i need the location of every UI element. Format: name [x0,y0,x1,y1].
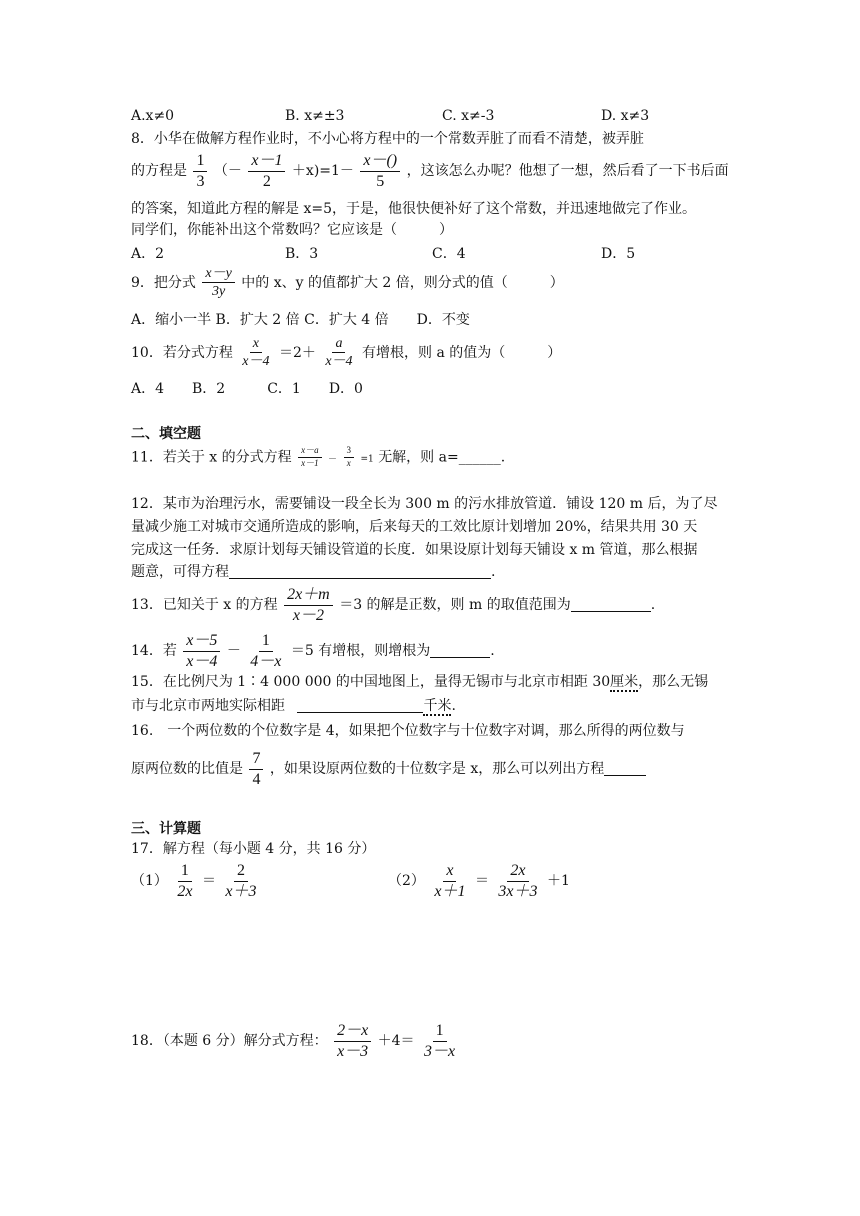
q12-answer-blank[interactable] [229,564,491,579]
q17-part1: （1） $\frac{1}{2x}$ ＝ $\frac{2}{x+3}$ [131,862,262,900]
q11-question: 11．若关于 x 的分式方程 $\frac{x-a}{x-1}$ － $\frac{3}{x}$ =1 无解，则 a=______. [131,445,506,468]
q10-options: A．4 B．2 C．1 D．0 [131,381,363,397]
q16-fraction: $\frac{7}{4}$ [249,750,263,788]
q8-line3: 的答案，知道此方程的解是 x=5，于是，他很快便补好了这个常数，并迅速地做完了作业。 [131,201,696,217]
q18-fraction-1: $\frac{2-x}{x-3}$ [334,1022,371,1060]
q13-question: 13．已知关于 x 的方程 $\frac{2x+m}{x-2}$ ＝3 的解是正数，则 m 的取值范围为 . [131,586,656,624]
q13-answer-blank[interactable] [571,597,651,612]
q10-question: 10．若分式方程 $\frac{x}{x-4}$ ＝2＋ $\frac{a}{x-4}$ 有增根，则 a 的值为（ ） [131,336,562,370]
q12-line3: 完成这一任务．求原计划每天铺设管道的长度．如果设原计划每天铺设 x m 管道，那么根据 [131,542,698,558]
q17-title: 17．解方程（每小题 4 分，共 16 分） [131,841,376,857]
q8-fraction-2: $\frac{x-1}{2}$ [248,152,285,190]
q17-p2-fraction-2: $\frac{2x}{3x+3}$ [498,862,538,900]
q16-answer-blank[interactable] [604,761,646,776]
q18-fraction-2: $\frac{1}{3-x}$ [424,1022,456,1060]
section-heading-fill-in: 二、填空题 [131,426,201,442]
q8-line1: 8．小华在做解方程作业时，不小心将方程中的一个常数弄脏了而看不清楚，被弄脏 [131,131,644,147]
q14-answer-blank[interactable] [430,643,490,658]
q14-question: 14．若 $\frac{x-5}{x-4}$ － $\frac{1}{4-x}$ ＝5 有增根，则增根为 . [131,632,495,670]
q15-line2: 市与北京市两地实际相距 千米. [131,698,456,714]
q16-line2: 原两位数的比值是 $\frac{7}{4}$ ，如果设原两位数的十位数字是 x，那么可以列出方程 [131,750,646,788]
q10-fraction-2: $\frac{a}{x-4}$ [325,336,353,370]
q17-part2: （2） $\frac{x}{x+1}$ ＝ $\frac{2x}{3x+3}$ ＋1 [388,862,570,900]
q18-question: 18．（本题 6 分）解分式方程： $\frac{2-x}{x-3}$ ＋4＝ $\frac{1}{3-x}$ [131,1022,460,1060]
q11-fraction-1: $\frac{x-a}{x-1}$ [298,446,322,469]
q16-line1: 16. 一个两位数的个位数字是 4，如果把个位数字与十位数字对调，那么所得的两位数与 [131,723,685,739]
q7-option-d: D. x≠3 [601,108,650,124]
q9-options: A．缩小一半 B．扩大 2 倍 C．扩大 4 倍 D．不变 [131,312,470,328]
q12-line1: 12．某市为治理污水，需要铺设一段全长为 300 m 的污水排放管道．铺设 120 m 后，为了尽 [131,496,718,512]
q9-question: 9．把分式 $\frac{x-y}{3y}$ 中的 x、y 的值都扩大 2 倍，则分式的值（ ） [131,266,564,300]
q8-option-d: D．5 [601,246,636,262]
q7-option-b: B. x≠±3 [285,108,345,124]
q12-line4: 题意，可得方程 . [131,564,496,580]
q8-fraction-1: $\frac{1}{3}$ [193,152,207,190]
q17-p2-fraction-1: $\frac{x}{x+1}$ [434,862,466,900]
q8-line4: 同学们，你能补出这个常数吗？它应该是（ ） [131,222,453,238]
q14-fraction-2: $\frac{1}{4-x}$ [250,632,282,670]
q8-equation-line: 的方程是 $\frac{1}{3}$ （－ $\frac{x-1}{2}$ ＋x)=1－ $\frac{x-()}{5}$ ，这该怎么办呢？他想了一想，然后看了一下书后面 [131,152,729,190]
q15-answer-blank[interactable] [297,698,423,713]
q8-option-a: A．2 [131,246,165,262]
q13-fraction: $\frac{2x+m}{x-2}$ [284,586,333,624]
q8-option-b: B．3 [285,246,319,262]
q10-fraction-1: $\frac{x}{x-4}$ [242,336,270,370]
q15-line1: 15．在比例尺为 1∶4 000 000 的中国地图上，量得无锡市与北京市相距 30厘米，那么无锡 [131,674,709,690]
q14-fraction-1: $\frac{x-5}{x-4}$ [183,632,220,670]
q8-option-c: C．4 [432,246,466,262]
q17-p1-fraction-1: $\frac{1}{2x}$ [177,862,193,900]
q17-p1-fraction-2: $\frac{2}{x+3}$ [225,862,257,900]
q11-fraction-2: $\frac{3}{x}$ [344,446,355,469]
q7-option-a: A.x≠0 [131,108,175,124]
section-heading-calculation: 三、计算题 [131,821,201,837]
q7-option-c: C. x≠-3 [442,108,495,124]
q9-fraction: $\frac{x-y}{3y}$ [202,266,234,300]
q12-line2: 量减少施工对城市交通所造成的影响，后来每天的工效比原计划增加 20%，结果共用 30 天 [131,519,698,535]
q8-fraction-3: $\frac{x-()}{5}$ [360,152,400,190]
